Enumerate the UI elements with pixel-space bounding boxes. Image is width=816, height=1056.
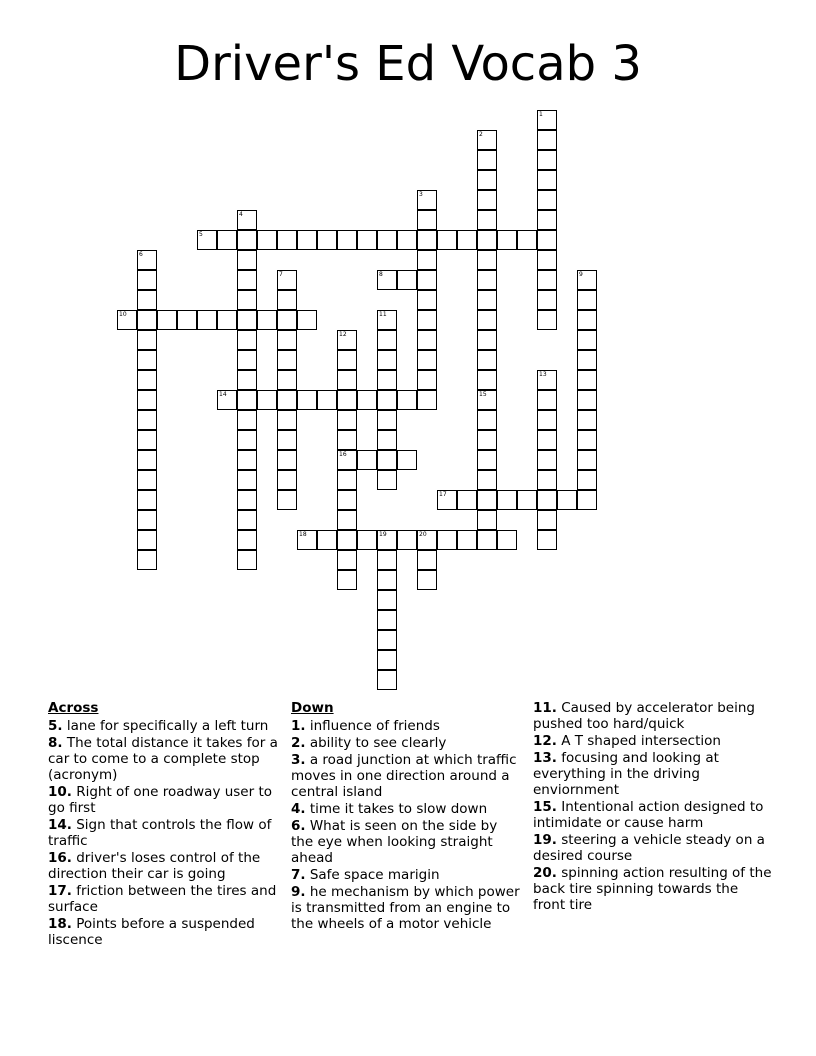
down-clue: 7. Safe space marigin <box>291 867 440 883</box>
grid-cell[interactable] <box>237 450 257 470</box>
grid-cell[interactable] <box>457 230 477 250</box>
grid-cell[interactable] <box>357 530 377 550</box>
grid-cell[interactable] <box>337 390 357 410</box>
grid-cell[interactable] <box>577 330 597 350</box>
across-clue: 16. driver's loses control of the direction their car is going <box>48 850 261 882</box>
grid-cell[interactable] <box>377 330 397 350</box>
grid-cell[interactable] <box>377 430 397 450</box>
grid-cell[interactable] <box>577 350 597 370</box>
grid-cell[interactable] <box>417 210 437 230</box>
clue-number: 6 <box>139 251 143 258</box>
grid-cell[interactable] <box>477 530 497 550</box>
grid-cell[interactable] <box>277 310 297 330</box>
grid-cell[interactable] <box>397 270 417 290</box>
grid-cell[interactable] <box>237 510 257 530</box>
grid-cell[interactable] <box>537 230 557 250</box>
down-clue: 2. ability to see clearly <box>291 735 447 751</box>
grid-cell[interactable] <box>477 430 497 450</box>
clue-number: 11 <box>379 311 387 318</box>
grid-cell[interactable] <box>537 170 557 190</box>
grid-cell[interactable] <box>577 310 597 330</box>
grid-cell[interactable] <box>277 390 297 410</box>
grid-cell[interactable] <box>137 370 157 390</box>
grid-cell[interactable] <box>377 530 397 550</box>
grid-cell[interactable] <box>297 310 317 330</box>
grid-cell[interactable] <box>557 490 577 510</box>
grid-cell[interactable] <box>257 230 277 250</box>
grid-cell[interactable] <box>477 490 497 510</box>
grid-cell[interactable] <box>537 390 557 410</box>
grid-cell[interactable] <box>237 530 257 550</box>
grid-cell[interactable] <box>397 390 417 410</box>
grid-cell[interactable] <box>477 170 497 190</box>
grid-cell[interactable] <box>237 230 257 250</box>
grid-cell[interactable] <box>577 370 597 390</box>
grid-cell[interactable] <box>417 570 437 590</box>
grid-cell[interactable] <box>537 450 557 470</box>
grid-cell[interactable] <box>357 390 377 410</box>
grid-cell[interactable] <box>337 330 357 350</box>
grid-cell[interactable] <box>417 190 437 210</box>
grid-cell[interactable] <box>377 350 397 370</box>
grid-cell[interactable] <box>237 470 257 490</box>
grid-cell[interactable] <box>477 310 497 330</box>
grid-cell[interactable] <box>137 250 157 270</box>
grid-cell[interactable] <box>237 270 257 290</box>
grid-cell[interactable] <box>417 530 437 550</box>
grid-cell[interactable] <box>137 450 157 470</box>
grid-cell[interactable] <box>377 310 397 330</box>
grid-cell[interactable] <box>537 310 557 330</box>
grid-cell[interactable] <box>477 330 497 350</box>
grid-cell[interactable] <box>277 350 297 370</box>
grid-cell[interactable] <box>137 270 157 290</box>
grid-cell[interactable] <box>577 490 597 510</box>
clue-number: 12 <box>339 331 347 338</box>
grid-cell[interactable] <box>237 350 257 370</box>
down-clue: 13. focusing and looking at everything in the driving enviornment <box>533 750 719 798</box>
grid-cell[interactable] <box>257 310 277 330</box>
grid-cell[interactable] <box>377 550 397 570</box>
grid-cell[interactable] <box>377 630 397 650</box>
grid-cell[interactable] <box>477 230 497 250</box>
grid-cell[interactable] <box>277 270 297 290</box>
grid-cell[interactable] <box>177 310 197 330</box>
grid-cell[interactable] <box>317 530 337 550</box>
grid-cell[interactable] <box>477 190 497 210</box>
down-clue: 3. a road junction at which traffic moves in one direction around a central island <box>291 752 517 800</box>
grid-cell[interactable] <box>477 130 497 150</box>
down-clue: 6. What is seen on the side by the eye when looking straight ahead <box>291 818 498 866</box>
down-clue: 11. Caused by accelerator being pushed too hard/quick <box>533 700 755 732</box>
grid-cell[interactable] <box>377 610 397 630</box>
grid-cell[interactable] <box>397 450 417 470</box>
grid-cell[interactable] <box>337 350 357 370</box>
across-clues <box>48 700 280 949</box>
grid-cell[interactable] <box>477 470 497 490</box>
grid-cell[interactable] <box>297 530 317 550</box>
grid-cell[interactable] <box>497 530 517 550</box>
clue-number: 7 <box>279 271 283 278</box>
grid-cell[interactable] <box>337 370 357 390</box>
grid-cell[interactable] <box>537 370 557 390</box>
grid-cell[interactable] <box>477 150 497 170</box>
across-clue: 17. friction between the tires and surface <box>48 883 277 915</box>
grid-cell[interactable] <box>437 490 457 510</box>
clue-number: 15 <box>479 391 487 398</box>
clue-number: 8 <box>379 271 383 278</box>
grid-cell[interactable] <box>537 110 557 130</box>
grid-cell[interactable] <box>277 430 297 450</box>
grid-cell[interactable] <box>237 310 257 330</box>
grid-cell[interactable] <box>277 370 297 390</box>
grid-cell[interactable] <box>537 150 557 170</box>
grid-cell[interactable] <box>577 270 597 290</box>
clue-number: 3 <box>419 191 423 198</box>
grid-cell[interactable] <box>237 250 257 270</box>
grid-cell[interactable] <box>457 530 477 550</box>
down-clue: 12. A T shaped intersection <box>533 733 721 749</box>
grid-cell[interactable] <box>577 290 597 310</box>
grid-cell[interactable] <box>577 470 597 490</box>
grid-cell[interactable] <box>137 470 157 490</box>
grid-cell[interactable] <box>277 230 297 250</box>
grid-cell[interactable] <box>577 390 597 410</box>
grid-cell[interactable] <box>417 310 437 330</box>
grid-cell[interactable] <box>537 290 557 310</box>
grid-cell[interactable] <box>537 470 557 490</box>
grid-cell[interactable] <box>337 510 357 530</box>
down-clue: 20. spinning action resulting of the back tire spinning towards the front tire <box>533 865 772 913</box>
grid-cell[interactable] <box>157 310 177 330</box>
clue-number: 5 <box>199 231 203 238</box>
clue-number: 13 <box>539 371 547 378</box>
grid-cell[interactable] <box>137 290 157 310</box>
grid-cell[interactable] <box>137 430 157 450</box>
grid-cell[interactable] <box>237 430 257 450</box>
grid-cell[interactable] <box>237 390 257 410</box>
grid-cell[interactable] <box>357 450 377 470</box>
grid-cell[interactable] <box>137 550 157 570</box>
grid-cell[interactable] <box>377 230 397 250</box>
grid-cell[interactable] <box>197 230 217 250</box>
grid-cell[interactable] <box>417 270 437 290</box>
clue-number: 9 <box>579 271 583 278</box>
clue-number: 10 <box>119 311 127 318</box>
grid-cell[interactable] <box>497 490 517 510</box>
grid-cell[interactable] <box>277 410 297 430</box>
grid-cell[interactable] <box>537 270 557 290</box>
grid-cell[interactable] <box>417 350 437 370</box>
grid-cell[interactable] <box>237 330 257 350</box>
grid-cell[interactable] <box>137 410 157 430</box>
grid-cell[interactable] <box>137 330 157 350</box>
down-clue: 4. time it takes to slow down <box>291 801 488 817</box>
grid-cell[interactable] <box>137 310 157 330</box>
grid-cell[interactable] <box>297 390 317 410</box>
grid-cell[interactable] <box>377 450 397 470</box>
grid-cell[interactable] <box>337 430 357 450</box>
grid-cell[interactable] <box>377 670 397 690</box>
grid-cell[interactable] <box>477 250 497 270</box>
across-clue: 18. Points before a suspended liscence <box>48 916 255 948</box>
down-clues <box>291 700 523 933</box>
down-clue: 1. influence of friends <box>291 718 440 734</box>
across-clue: 5. lane for specifically a left turn <box>48 718 269 734</box>
grid-cell[interactable] <box>537 130 557 150</box>
grid-cell[interactable] <box>377 470 397 490</box>
grid-cell[interactable] <box>477 210 497 230</box>
grid-cell[interactable] <box>417 250 437 270</box>
grid-cell[interactable] <box>477 410 497 430</box>
grid-cell[interactable] <box>377 650 397 670</box>
grid-cell[interactable] <box>197 310 217 330</box>
grid-cell[interactable] <box>337 230 357 250</box>
clue-number: 18 <box>299 531 307 538</box>
grid-cell[interactable] <box>277 470 297 490</box>
grid-cell[interactable] <box>477 270 497 290</box>
grid-cell[interactable] <box>377 390 397 410</box>
grid-cell[interactable] <box>477 370 497 390</box>
down-clues-continued <box>533 700 773 914</box>
grid-cell[interactable] <box>537 410 557 430</box>
down-clue: 19. steering a vehicle steady on a desired course <box>533 832 765 864</box>
grid-cell[interactable] <box>237 210 257 230</box>
grid-cell[interactable] <box>537 430 557 450</box>
grid-cell[interactable] <box>577 450 597 470</box>
grid-cell[interactable] <box>337 450 357 470</box>
down-clue: 9. he mechanism by which power is transmitted from an engine to the wheels of a motor vehicle <box>291 884 520 932</box>
grid-cell[interactable] <box>317 390 337 410</box>
grid-cell[interactable] <box>237 290 257 310</box>
grid-cell[interactable] <box>537 250 557 270</box>
grid-cell[interactable] <box>417 230 437 250</box>
grid-cell[interactable] <box>457 490 477 510</box>
grid-cell[interactable] <box>477 390 497 410</box>
down-heading: Down <box>291 700 334 716</box>
grid-cell[interactable] <box>417 370 437 390</box>
grid-cell[interactable] <box>337 550 357 570</box>
grid-cell[interactable] <box>377 570 397 590</box>
grid-cell[interactable] <box>217 390 237 410</box>
clue-number: 19 <box>379 531 387 538</box>
grid-cell[interactable] <box>477 450 497 470</box>
across-clue: 10. Right of one roadway user to go first <box>48 784 273 816</box>
grid-cell[interactable] <box>377 410 397 430</box>
clue-number: 14 <box>219 391 227 398</box>
grid-cell[interactable] <box>337 490 357 510</box>
grid-cell[interactable] <box>477 510 497 530</box>
grid-cell[interactable] <box>217 310 237 330</box>
grid-cell[interactable] <box>357 230 377 250</box>
grid-cell[interactable] <box>537 530 557 550</box>
grid-cell[interactable] <box>377 590 397 610</box>
grid-cell[interactable] <box>297 230 317 250</box>
grid-cell[interactable] <box>577 410 597 430</box>
grid-cell[interactable] <box>477 290 497 310</box>
grid-cell[interactable] <box>277 490 297 510</box>
grid-cell[interactable] <box>337 570 357 590</box>
grid-cell[interactable] <box>277 450 297 470</box>
grid-cell[interactable] <box>517 230 537 250</box>
grid-cell[interactable] <box>397 230 417 250</box>
grid-cell[interactable] <box>217 230 237 250</box>
grid-cell[interactable] <box>137 390 157 410</box>
grid-cell[interactable] <box>417 290 437 310</box>
grid-cell[interactable] <box>257 390 277 410</box>
down-clue: 15. Intentional action designed to intimidate or cause harm <box>533 799 764 831</box>
clue-number: 16 <box>339 451 347 458</box>
grid-cell[interactable] <box>377 370 397 390</box>
grid-cell[interactable] <box>537 510 557 530</box>
grid-cell[interactable] <box>277 290 297 310</box>
grid-cell[interactable] <box>517 490 537 510</box>
grid-cell[interactable] <box>137 510 157 530</box>
grid-cell[interactable] <box>417 390 437 410</box>
grid-cell[interactable] <box>237 550 257 570</box>
grid-cell[interactable] <box>497 230 517 250</box>
grid-cell[interactable] <box>237 410 257 430</box>
grid-cell[interactable] <box>537 210 557 230</box>
grid-cell[interactable] <box>397 530 417 550</box>
grid-cell[interactable] <box>537 190 557 210</box>
grid-cell[interactable] <box>577 430 597 450</box>
grid-cell[interactable] <box>137 490 157 510</box>
grid-cell[interactable] <box>417 330 437 350</box>
grid-cell[interactable] <box>277 330 297 350</box>
grid-cell[interactable] <box>317 230 337 250</box>
across-heading: Across <box>48 700 99 716</box>
grid-cell[interactable] <box>417 550 437 570</box>
grid-cell[interactable] <box>337 410 357 430</box>
grid-cell[interactable] <box>337 470 357 490</box>
clue-number: 2 <box>479 131 483 138</box>
grid-cell[interactable] <box>137 530 157 550</box>
clue-number: 4 <box>239 211 243 218</box>
grid-cell[interactable] <box>377 270 397 290</box>
across-clue: 8. The total distance it takes for a car to come to a complete stop (acronym) <box>48 735 278 783</box>
clue-number: 1 <box>539 111 543 118</box>
grid-cell[interactable] <box>237 490 257 510</box>
clue-number: 20 <box>419 531 427 538</box>
grid-cell[interactable] <box>117 310 137 330</box>
across-clue: 14. Sign that controls the flow of traffic <box>48 817 272 849</box>
grid-cell[interactable] <box>437 530 457 550</box>
grid-cell[interactable] <box>477 350 497 370</box>
grid-cell[interactable] <box>137 350 157 370</box>
clue-number: 17 <box>439 491 447 498</box>
grid-cell[interactable] <box>537 490 557 510</box>
grid-cell[interactable] <box>437 230 457 250</box>
puzzle-title: Driver's Ed Vocab 3 <box>174 36 642 92</box>
grid-cell[interactable] <box>337 530 357 550</box>
grid-cell[interactable] <box>237 370 257 390</box>
